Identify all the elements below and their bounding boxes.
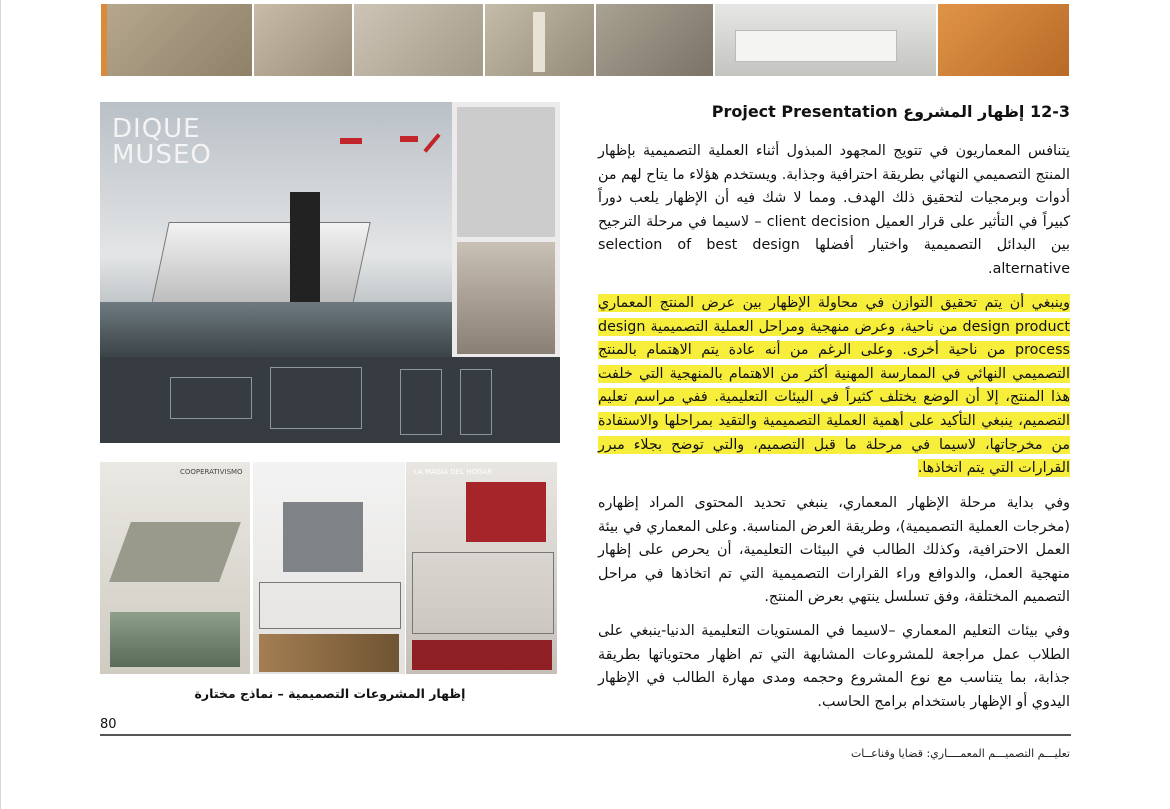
- top-photo-strip: [101, 4, 1069, 76]
- panel-magia-hogar: [406, 462, 557, 674]
- poster-plan-diagram: [457, 107, 555, 237]
- highlighted-text: وينبغي أن يتم تحقيق التوازن في محاولة الإظهار بين عرض المنتج المعماري design product من ناحية، وعرض منهجية ومراحل العملية التصميمية design process من ناحية أخرى. وعلى الرغم من أنه عادة يتم الاهتمام بالمنتج التصميمي النهائي في الممارسة المهنية أكثر من الاهتمام بالمنهجية التي خلفت هذا المنتج، إلا أن الوضع يختلف كثيراً في البيئات التعليمية. ففي مراسم تعليم التصميم، ينبغي التأكيد على أهمية العملية التصميمية والتقيد بمراحلها والاستفادة من مخرجاتها، لاسيما في مرحلة ما قبل التصميم، والتي توضح بجلاء مبرر القرارات التي يتم اتخاذها.: [598, 295, 1070, 477]
- panel-label: LA MAGIA DEL HOGAR: [414, 468, 493, 476]
- panel-interiors: [259, 634, 399, 672]
- panel-label: COOPERATIVISMO: [180, 468, 243, 476]
- page-number: 80: [100, 717, 117, 732]
- paragraph-4: وفي بيئات التعليم المعماري –لاسيما في المستويات التعليمية الدنيا-ينبغي على الطلاب عمل مراجعة للمشروعات المشابهة التي تم اظهار محتوياتها بطريقة جذابة، بما يتناسب مع نوع المشروع وحجمه ومدى مهارة الطالب في الإظهار اليدوي أو الإظهار باستخدام برامج الحاسب.: [598, 623, 1070, 710]
- paragraph-3: وفي بداية مرحلة الإظهار المعماري، ينبغي تحديد المحتوى المراد إظهاره (مخرجات العملية التصميمية)، وطريقة العرض المناسبة. وعلى المعماري في بيئة العمل الاحترافية، وكذلك الطالب في البيئات التعليمية، أن يحرص على إظهار منهجية العمل، والدوافع وراء القرارات التصميمية التي تم اتخاذها في مراحل التصميم المختلفة، وفق تسلسل ينتهي بعرض المنتج.: [598, 495, 1070, 606]
- footer-rule: [100, 734, 1071, 736]
- photo-group: [596, 4, 713, 76]
- panel-drawings: [412, 552, 554, 634]
- photo-tower-model: [485, 4, 594, 76]
- paragraph-1: يتنافس المعماريون في تتويج المجهود المبذول أثناء العملية التصميمية بإظهار المنتج التصميمي النهائي بطريقة احترافية وجذابة. ويستخدم هؤلاء ما يتاح لهم من أدوات وبرمجيات لتحقيق ذلك الهدف. ومما لا شك فيه أن الإظهار يلعب دوراً كبيراً في التأثير على قرار العميل client decision – لاسيما في مرحلة الترجيح بين البدائل التصميمية واختيار أفضلها selection of best design alternative.: [598, 143, 1071, 277]
- poster-title: DIQUE MUSEO: [112, 114, 212, 170]
- poster-sections: [100, 357, 560, 443]
- panel-house-render: [283, 502, 363, 572]
- poster-water: [100, 302, 452, 357]
- book-title-footer: تعليـــم التصميـــم المعمــــاري: قضايا وقناعــات: [850, 747, 1070, 760]
- panel-landscape: [110, 612, 240, 667]
- poster-side-panel: [452, 102, 560, 357]
- photo-orange-accent: [938, 4, 1069, 76]
- dique-museo-poster: [100, 102, 560, 443]
- panel-grey-house: [253, 462, 405, 674]
- panel-cooperativismo: [100, 462, 250, 674]
- photo-studio: [254, 4, 352, 76]
- page-edge: [0, 0, 1, 809]
- poster-red-diagram-1: [340, 138, 362, 144]
- poster-interior-render: [457, 242, 555, 354]
- photo-building-render: [715, 4, 936, 76]
- panel-site-model: [109, 522, 241, 582]
- panel-plans: [259, 582, 401, 629]
- paragraph-2-highlighted: [598, 292, 1070, 481]
- poster-red-diagram-2: [400, 136, 418, 142]
- figure-caption: إظهار المشروعات التصميمية – نماذج مختارة: [194, 686, 466, 701]
- photo-models: [354, 4, 483, 76]
- section-heading: 12-3 إظهار المشروع Project Presentation: [711, 102, 1070, 121]
- poster-tower: [290, 192, 320, 302]
- poster-building: [151, 222, 370, 304]
- panel-red-house: [466, 482, 546, 542]
- photo-crowd: [101, 4, 252, 76]
- panel-red-elevations: [412, 640, 552, 670]
